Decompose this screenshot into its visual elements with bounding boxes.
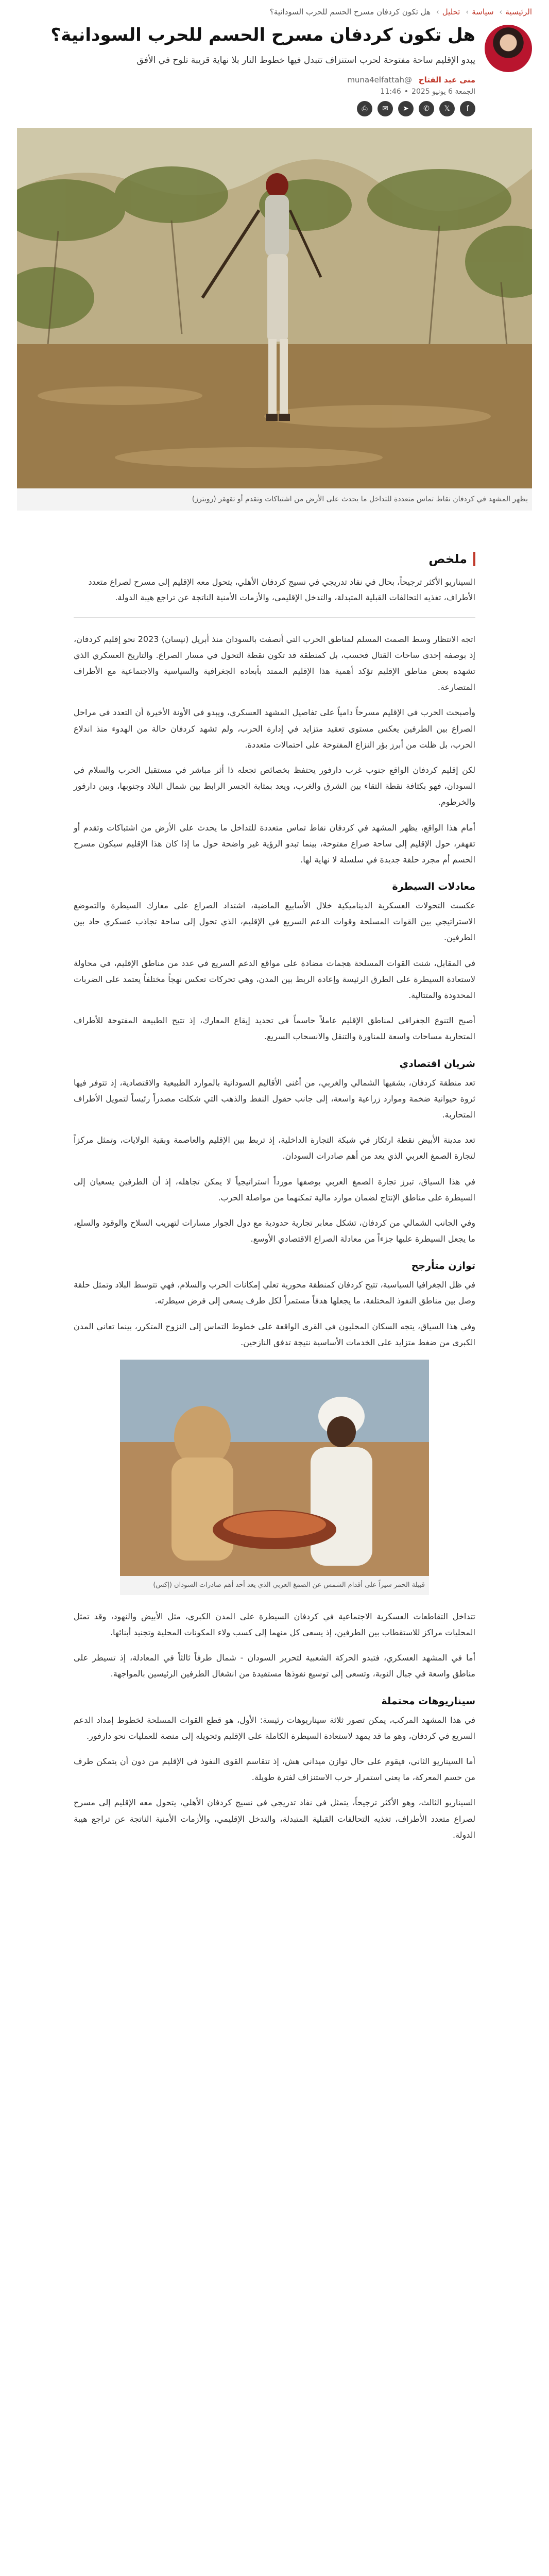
body-paragraph: أما في المشهد العسكري، فتبدو الحركة الشعبية لتحرير السودان - شمال طرفاً ثالثاً في المعادلة، إذ تسيطر على مناطق واسعة في جبال النوبة، وتسعى إلى توسيع نفوذها مستفيدة من انشغال الطرفين الرئيسين بالمواجهة. [74,1653,475,1679]
body-paragraph: وفي هذا السياق، يتجه السكان المحليون في القرى الواقعة على خطوط التماس إلى النزوح المتكرر، بينما تعاني المدن الكبرى من ضغط متزايد على الخدمات الأساسية نتيجة تدفق النازحين. [74,1321,475,1347]
section-heading: شريان اقتصادي [399,1058,475,1070]
hero-caption: يظهر المشهد في كردفان نقاط تماس متعددة للتداخل ما يحدث على الأرض من اشتباكات وتقدم أو تقهقر (رويترز) [17,488,532,510]
article-meta [17,88,475,96]
telegram-icon[interactable]: ➤ [398,101,414,116]
body-paragraph: تعد منطقة كردفان، بشقيها الشمالي والغربي، من أغنى الأقاليم السودانية بالموارد الطبيعية والاقتصادية، إذ تتوفر فيها ثروة حيوانية ضخمة وموارد زراعية واسعة، إلى جانب حقول النفط والذهب التي شكلت مصدراً رئيساً لتمويل الأطراف المتحاربة. [74,1077,475,1120]
body-paragraph: في هذا السياق، تبرز تجارة الصمغ العربي بوصفها مورداً استراتيجياً لا يمكن تجاهله، إذ أن الطرفين يسعيان إلى السيطرة على مناطق الإنتاج لضمان موارد مالية تمكنهما من مواصلة الحرب. [74,1176,475,1202]
section-heading: توازن متأرجح [411,1260,475,1272]
whatsapp-icon[interactable]: ✆ [419,101,434,116]
body-paragraph: تتداخل التقاطعات العسكرية الاجتماعية في كردفان السيطرة على المدن الكبرى، مثل الأبيض والنهود، وقد تمثل المحليات مراكز للاستقطاب بين الطرفين، إذ يسعى كل منهما إلى كسب ولاء المكونات المحلية وتجنيد أبنائها. [74,1611,475,1638]
breadcrumb-separator: › [499,7,503,16]
publish-time: 11:46 [380,88,401,96]
body-paragraph: في ظل الجغرافيا السياسية، تتيح كردفان كمنطقة محورية تعلي إمكانات الحرب والسلام، فهي تتوسط البلاد وتمثل حلقة وصل بين مناطق النفوذ المختلفة، ما يجعلها هدفاً مستمراً لكل طرف يسعى إلى فرض سيطرته. [74,1280,475,1306]
meta-separator: • [404,88,409,96]
author-handle[interactable]: @muna4elfattah [347,75,413,85]
breadcrumb-item-home[interactable]: الرئيسية [505,7,532,16]
breadcrumb-current: هل تكون كردفان مسرح الحسم للحرب السودانية؟ [269,7,431,16]
breadcrumb-item-politics[interactable]: سياسة [472,7,494,16]
print-icon[interactable]: ⎙ [357,101,372,116]
summary-heading: ملخص [74,552,475,566]
breadcrumb-separator: › [436,7,439,16]
inline-image [120,1360,429,1576]
page [17,0,532,1843]
author-name[interactable]: منى عبد الفتاح [418,75,475,85]
summary-text: السيناريو الأكثر ترجيحاً، بحال في نفاد تدريجي في نسيج كردفان الأهلي، يتحول معه الإقليم إلى مسرح لصراع متعدد الأطراف، تغذيه التحالفات القبلية المتبدلة، والتدخل الإقليمي، والأزمات الأمنية الناتجة عن تراجع هيبة الدولة. [74,574,475,618]
article-title: هل تكون كردفان مسرح الحسم للحرب السودانية؟ [50,25,475,45]
hero-figure [17,128,532,510]
body-paragraph: تعد مدينة الأبيض نقطة ارتكاز في شبكة التجارة الداخلية، إذ تربط بين الإقليم والعاصمة وبقية الولايات، وتمثل مركزاً لتجارة الصمغ العربي الذي يعد من أهم صادرات السودان. [74,1135,475,1161]
section-heading: معادلات السيطرة [392,881,475,893]
breadcrumb [17,0,532,21]
body-paragraph: لكن إقليم كردفان الواقع جنوب غرب دارفور يحتفظ بخصائص تجعله ذا أثر مباشر في مستقبل الحرب والسلام في السودان، فهو بكثافة نقطة التقاء بين الشرق والغرب، ويعد بمثابة الجسر الرابط بين شمال البلاد وجنوبها، وبين دارفور والخرطوم. [74,765,475,807]
share-bar [17,101,475,116]
body-paragraph: وأصبحت الحرب في الإقليم مسرحاً دامياً على تفاصيل المشهد العسكري، ويبدو في الأونة الأخيرة أن التعدد في مراحل الصراع بين الطرفين يعكس مستوى تعقيد متزايد في إدارة الحرب، ولم تشهد كردفان حالة من الهدوء منذ اندلاع الحرب، بل ظلت من أبرز بؤر النزاع المفتوحة على احتمالات متعددة. [74,707,475,750]
breadcrumb-item-analysis[interactable]: تحليل [442,7,460,16]
body-paragraph: في هذا المشهد المركب، يمكن تصور ثلاثة سيناريوهات رئيسة: الأول، هو قطع القوات المسلحة لخطوط إمداد الدعم السريع في كردفان، وهو ما قد يمهد لاستعادة السيطرة الكاملة على الإقليم وتحويله إلى منصة للعمليات نحو دارفور. [74,1715,475,1741]
facebook-icon[interactable]: f [460,101,475,116]
article-body [74,552,475,1843]
inline-illustration [120,1360,429,1576]
breadcrumb-separator: › [466,7,469,16]
section-heading: سيناريوهات محتملة [381,1695,475,1707]
email-icon[interactable]: ✉ [378,101,393,116]
body-paragraph: في المقابل، شنت القوات المسلحة هجمات مضادة على مواقع الدعم السريع في عدد من مناطق الإقليم، في محاولة لاستعادة السيطرة على الطرق الرئيسة وإعادة الربط بين المدن، وهي تحركات تعكس نهجاً مختلفاً يعتمد على الضربات المحدودة والمتتالية. [74,958,475,1001]
body-paragraph: أمام هذا الواقع، يظهر المشهد في كردفان نقاط تماس متعددة للتداخل ما يحدث على الأرض من اشتباكات وتقدم أو تقهقر، حول الإقليم إلى ساحة صراع مفتوحة، بينما تبدو الرؤية غير واضحة حول ما إذا كان هذا الإقليم سيكون مسرح الحسم أم مجرد حلقة جديدة في سلسلة لا نهاية لها. [74,822,475,865]
body-paragraph: أما السيناريو الثاني، فيقوم على حال توازن ميداني هش، إذ تتقاسم القوى النفوذ في الإقليم من دون أن يتمكن طرف من حسم المعركة، ما يعني استمرار حرب الاستنزاف لفترة طويلة. [74,1756,475,1783]
publish-date: الجمعة 6 يونيو 2025 [411,88,475,96]
article-header [17,21,532,116]
x-icon[interactable]: 𝕏 [439,101,455,116]
body-paragraph: السيناريو الثالث، وهو الأكثر ترجيحاً، يتمثل في نفاد تدريجي في نسيج كردفان الأهلي، يتحول معه الإقليم إلى مسرح لصراع متعدد الأطراف، تغذيه التحالفات القبلية المتبدلة، والتدخل الإقليمي، والأزمات الأمنية الناتجة عن تراجع هيبة الدولة. [74,1798,475,1840]
article-subtitle: يبدو الإقليم ساحة مفتوحة لحرب استنزاف تتبدل فيها خطوط النار بلا نهاية قريبة تلوح في الأفق [136,55,475,65]
hero-image [17,128,532,488]
body-paragraph: اتجه الانتظار وسط الصمت المسلم لمناطق الحرب التي أنصفت بالسودان منذ أبريل (نيسان) 2023 نحو إقليم كردفان، إذ بوصفه إحدى ساحات القتال فحسب، بل كمنطقة قد تكون نقطة التحول في مسار الصراع. والتاريخ العسكري الذي تشهده بعض مناطق الإقليم تؤكد أهمية هذا الإقليم الممتد بأبعاده الجغرافية والسياسية والاجتماعية مع الأطراف المتصارعة. [74,634,475,692]
hero-illustration [17,128,532,488]
body-paragraph: وفي الجانب الشمالي من كردفان، تشكل معابر تجارية حدودية مع دول الجوار مسارات لتهريب السلاح والوقود والسلع، ما يجعل السيطرة عليها جزءاً من معادلة الصراع الاقتصادي الأوسع. [74,1217,475,1244]
header-text [17,24,475,116]
byline [17,75,475,84]
inline-caption: قبيلة الحمر سيراً على أقدام الشمس عن الصمغ العربي الذي يعد أحد أهم صادرات السودان (إكس) [120,1576,429,1595]
author-avatar[interactable] [485,25,532,72]
body-paragraph: أصبح التنوع الجغرافي لمناطق الإقليم عاملاً حاسماً في تحديد إيقاع المعارك، إذ تتيح الطبيعة المفتوحة للأطراف المتحاربة مساحات واسعة للمناورة والتنقل والانسحاب السريع. [74,1015,475,1042]
body-paragraph: عكست التحولات العسكرية الديناميكية خلال الأسابيع الماضية، اشتداد الصراع على معارك السيطرة والتموضع الاستراتيجي بين القوات المسلحة وقوات الدعم السريع في الإقليم، الذي تحول إلى ساحة تجاذب عسكري حاد بين الطرفين. [74,901,475,943]
